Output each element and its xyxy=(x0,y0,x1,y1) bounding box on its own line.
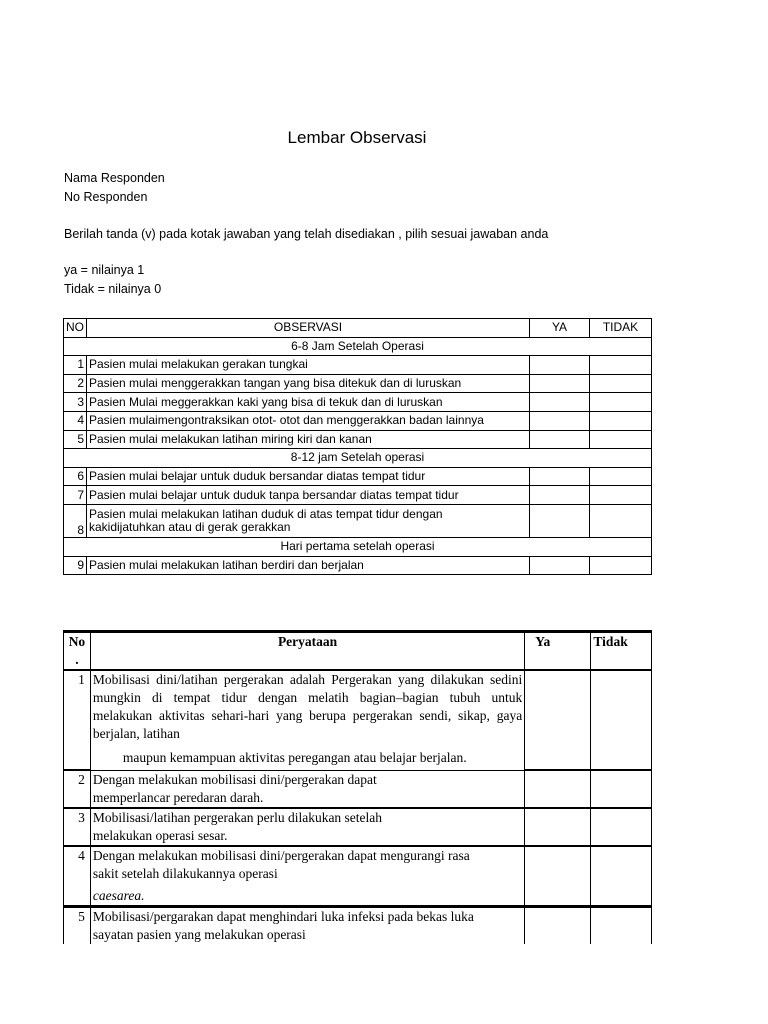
table-row: 1 Pasien mulai melakukan gerakan tungkai xyxy=(64,356,652,375)
checkbox-ya[interactable] xyxy=(525,906,591,944)
table-row: 7 Pasien mulai belajar untuk duduk tanpa bersandar diatas tempat tidur xyxy=(64,486,652,505)
table-row: 8 Pasien mulai melakukan latihan duduk di atas tempat tidur dengan kakidijatuhkan atau di gerak gerakkan xyxy=(64,504,652,537)
respondent-info xyxy=(64,169,165,207)
table-header-row xyxy=(64,632,652,671)
table-row: 4 Pasien mulaimengontraksikan otot- otot dan menggerakkan badan lainnya xyxy=(64,411,652,430)
table-row: 5 Mobilisasi/pergarakan dapat menghindari luka infeksi pada bekas luka sayatan pasien yang melakukan operasi xyxy=(64,906,652,944)
table-row: 6 Pasien mulai belajar untuk duduk bersandar diatas tempat tidur xyxy=(64,467,652,486)
checkbox-ya[interactable] xyxy=(530,486,590,505)
checkbox-tidak[interactable] xyxy=(591,846,652,907)
table-row: 9 Pasien mulai melakukan latihan berdiri dan berjalan xyxy=(64,556,652,575)
checkbox-ya[interactable] xyxy=(530,411,590,430)
table-row: 2 Pasien mulai menggerakkan tangan yang bisa ditekuk dan di luruskan xyxy=(64,374,652,393)
scoring-legend xyxy=(64,261,161,299)
checkbox-ya[interactable] xyxy=(530,374,590,393)
instruction-text: Berilah tanda (v) pada kotak jawaban yang telah disediakan , pilih sesuai jawaban anda xyxy=(64,227,549,241)
header-tidak: TIDAK xyxy=(590,319,652,338)
checkbox-ya[interactable] xyxy=(530,356,590,375)
checkbox-ya[interactable] xyxy=(525,808,591,846)
observation-table xyxy=(63,318,652,575)
table-row: 3 Pasien Mulai meggerakkan kaki yang bisa di tekuk dan di luruskan xyxy=(64,393,652,412)
checkbox-tidak[interactable] xyxy=(590,393,652,412)
checkbox-ya[interactable] xyxy=(525,770,591,808)
respondent-name-label: Nama Responden xyxy=(64,171,165,185)
table-header-row xyxy=(64,319,652,338)
table-row: 5 Pasien mulai melakukan latihan miring kiri dan kanan xyxy=(64,430,652,449)
checkbox-ya[interactable] xyxy=(530,430,590,449)
checkbox-ya[interactable] xyxy=(530,556,590,575)
checkbox-tidak[interactable] xyxy=(591,770,652,808)
checkbox-tidak[interactable] xyxy=(590,467,652,486)
checkbox-ya[interactable] xyxy=(525,670,591,770)
checkbox-tidak[interactable] xyxy=(591,906,652,944)
header-ya: YA xyxy=(530,319,590,338)
checkbox-tidak[interactable] xyxy=(591,808,652,846)
section-heading: Hari pertama setelah operasi xyxy=(64,537,652,556)
checkbox-tidak[interactable] xyxy=(590,430,652,449)
legend-tidak: Tidak = nilainya 0 xyxy=(64,282,162,296)
header-peryataan: Peryataan xyxy=(90,632,524,671)
table-row: 4 Dengan melakukan mobilisasi dini/pergerakan dapat mengurangi rasa sakit setelah dilakukannya operasi caesarea. xyxy=(64,846,652,907)
section-heading: 8-12 jam Setelah operasi xyxy=(64,449,652,468)
section-heading: 6-8 Jam Setelah Operasi xyxy=(64,337,652,356)
legend-ya: ya = nilainya 1 xyxy=(64,263,145,277)
table-row: 3 Mobilisasi/latihan pergerakan perlu dilakukan setelah melakukan operasi sesar. xyxy=(64,808,652,846)
checkbox-ya[interactable] xyxy=(525,846,591,907)
checkbox-tidak[interactable] xyxy=(590,556,652,575)
checkbox-ya[interactable] xyxy=(530,467,590,486)
page-title: Lembar Observasi xyxy=(287,128,427,147)
statement-table xyxy=(63,630,652,944)
header-no: No . xyxy=(64,632,91,671)
checkbox-ya[interactable] xyxy=(530,393,590,412)
checkbox-tidak[interactable] xyxy=(590,356,652,375)
checkbox-ya[interactable] xyxy=(530,504,590,537)
respondent-number-label: No Responden xyxy=(64,190,148,204)
checkbox-tidak[interactable] xyxy=(591,670,652,770)
checkbox-tidak[interactable] xyxy=(590,504,652,537)
table-row: 2 Dengan melakukan mobilisasi dini/pergerakan dapat memperlancar peredaran darah. xyxy=(64,770,652,808)
header-tidak: Tidak xyxy=(591,632,652,671)
header-observasi: OBSERVASI xyxy=(87,319,530,338)
header-ya: Ya xyxy=(525,632,591,671)
checkbox-tidak[interactable] xyxy=(590,486,652,505)
header-no: NO xyxy=(64,319,87,338)
table-row: 1 Mobilisasi dini/latihan pergerakan adalah Pergerakan yang dilakukan sedini mungkin di tempat tidur dengan melatih bagian–bagian tubuh untuk melakukan aktivitas sehari-hari yang berupa pergerakan sendi, sikap, gaya berjalan, latihan maupun kemampuan aktivitas peregangan atau belajar berjalan. xyxy=(64,670,652,770)
checkbox-tidak[interactable] xyxy=(590,411,652,430)
checkbox-tidak[interactable] xyxy=(590,374,652,393)
